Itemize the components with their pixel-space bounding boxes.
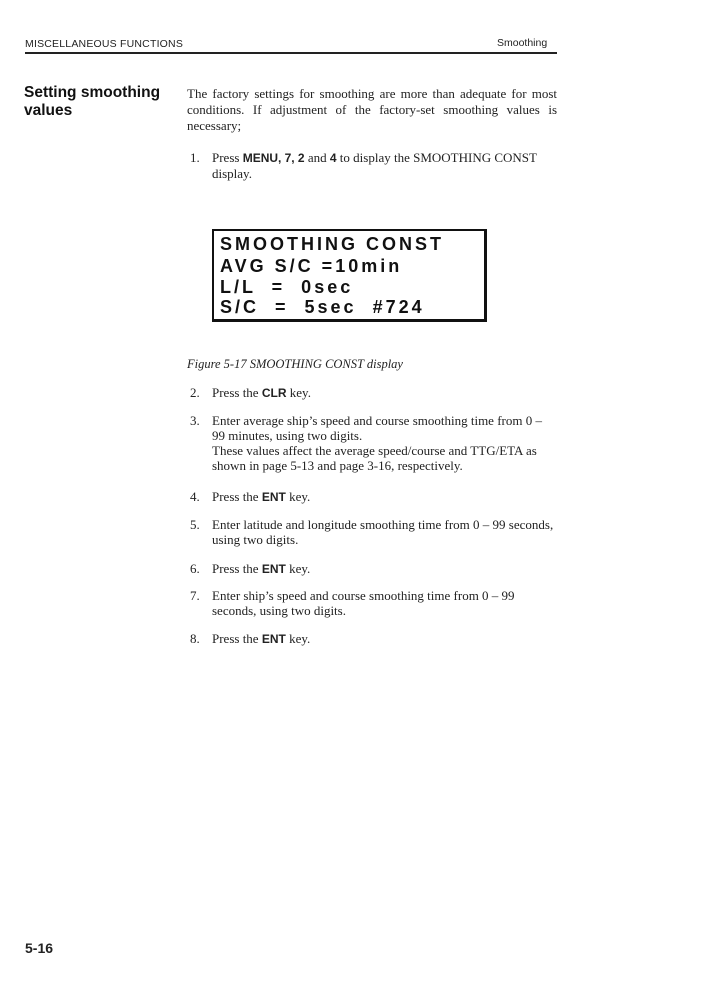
step-text: Enter ship’s speed and course smoothing time from 0 – 99 seconds, using two digits.	[212, 588, 515, 618]
step-number: 5.	[190, 517, 200, 532]
step-text	[212, 413, 557, 473]
step-text-line: Enter average ship’s speed and course smoothing time from 0 – 99 minutes, using two digits.	[212, 413, 542, 443]
key-4: 4	[329, 151, 337, 165]
step-text	[212, 150, 557, 181]
key-clr: CLR	[261, 386, 287, 400]
key-2: 2	[297, 151, 305, 165]
text-run: Press the	[212, 385, 262, 400]
step-number: 8.	[190, 631, 200, 646]
section-title: Setting smoothing values	[24, 84, 161, 119]
figure-caption: Figure 5-17 SMOOTHING CONST display	[187, 357, 403, 371]
text-run: key.	[285, 489, 311, 504]
step-text	[212, 489, 557, 505]
key-ent: ENT	[261, 490, 286, 504]
key-7: 7,	[284, 151, 295, 165]
key-ent: ENT	[261, 562, 286, 576]
step-number: 7.	[190, 588, 200, 603]
step-text	[212, 631, 557, 647]
key-menu: MENU,	[242, 151, 282, 165]
key-ent: ENT	[261, 632, 286, 646]
running-header-right: Smoothing	[497, 37, 548, 49]
running-header-left: MISCELLANEOUS FUNCTIONS	[25, 38, 184, 50]
page-number: 5-16	[25, 940, 54, 956]
text-run: key.	[286, 385, 311, 400]
text-run: Press the	[212, 561, 262, 576]
text-run: Press	[212, 150, 243, 165]
text-run: key.	[285, 561, 311, 576]
lcd-line-avg: AVG S/C =10min	[220, 256, 403, 276]
step-text: Enter latitude and longitude smoothing time from 0 – 99 seconds, using two digits.	[212, 517, 554, 547]
step-text-line: These values affect the average speed/course and TTG/ETA as shown in page 5-13 and page 3-16, respectively.	[212, 443, 537, 473]
text-run: to display the SMOOTHING CONST display.	[212, 150, 537, 181]
lcd-display-figure	[212, 229, 487, 322]
text-run: key.	[285, 631, 311, 646]
text-run: and	[304, 150, 330, 165]
step-number: 4.	[190, 489, 200, 504]
lcd-line-latlon: L/L = 0sec	[220, 277, 354, 297]
lcd-line-title: SMOOTHING CONST	[220, 234, 444, 254]
text-run: Press the	[212, 489, 262, 504]
header-rule	[25, 52, 557, 54]
lcd-line-speed-course: S/C = 5sec #724	[220, 297, 425, 317]
step-number: 1.	[190, 150, 200, 165]
step-text	[212, 561, 557, 577]
step-number: 6.	[190, 561, 200, 576]
step-text	[212, 385, 557, 401]
intro-paragraph: The factory settings for smoothing are more than adequate for most conditions. If adjustment of the factory-set smoothing values is necessary;	[187, 86, 557, 133]
text-run: Press the	[212, 631, 262, 646]
step-number: 2.	[190, 385, 200, 400]
step-number: 3.	[190, 413, 200, 428]
